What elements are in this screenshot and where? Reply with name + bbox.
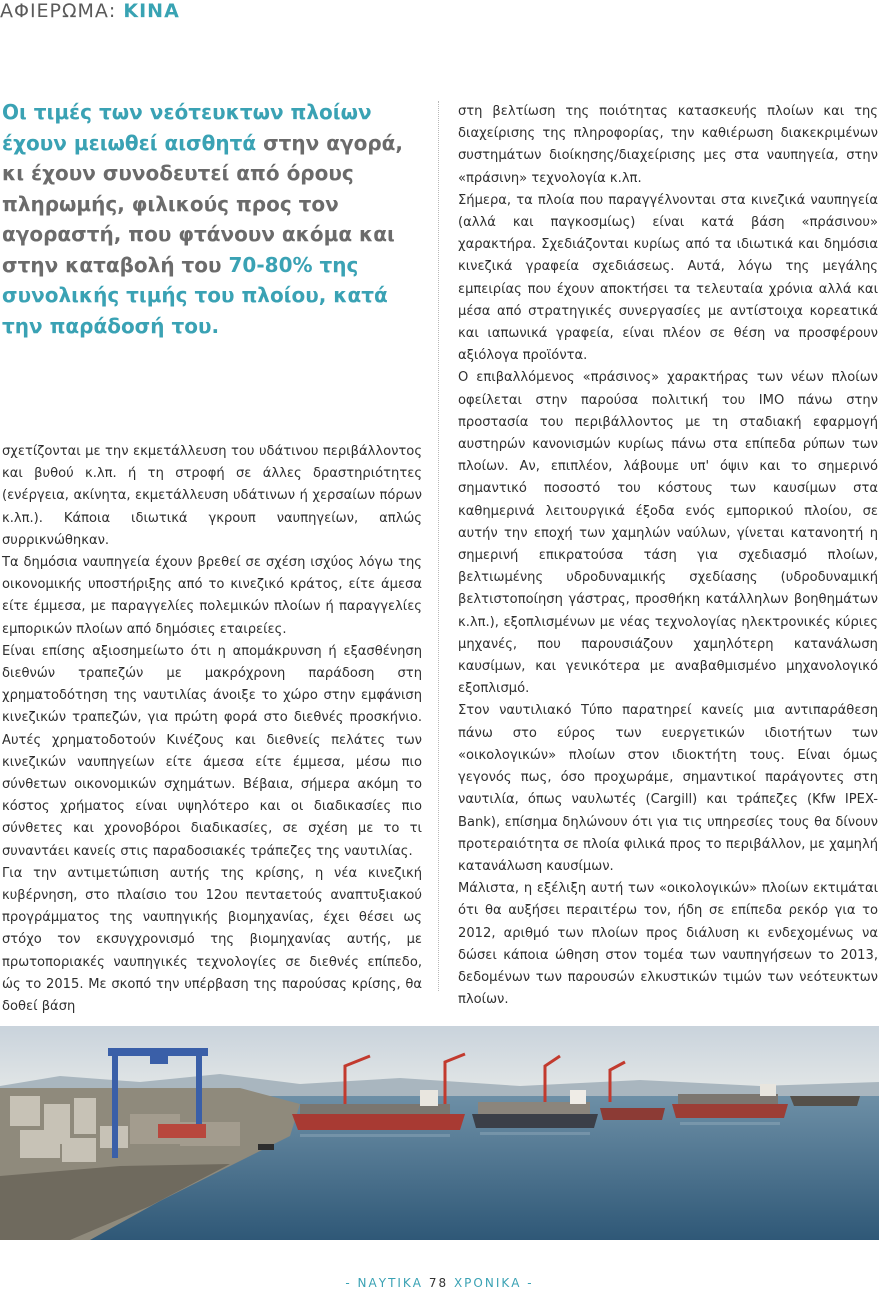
pull-quote-highlight-1: Οι τιμές των νεότευκτων πλοίων έχουν μειωθεί αισθητά bbox=[2, 100, 372, 155]
section-label: ΑΦΙΕΡΩΜΑ: bbox=[0, 0, 117, 22]
paragraph: στη βελτίωση της ποιότητας κατασκευής πλοίων και της διαχείρισης της πληροφορίας, την καθιέρωση διακεκριμένων συστημάτων διοίκησης/διαχείρισης μες στα ναυπηγεία, στην «πράσινη» τεχνολογία κ.λπ. bbox=[458, 104, 878, 186]
pull-quote-body: στην αγορά, κι έχουν συνοδευτεί από όρους πληρωμής, φιλικούς προς τον αγοραστή, που φτάνουν ακόμα και στην καταβολή του bbox=[2, 130, 404, 277]
shipyard-photo bbox=[0, 1026, 879, 1240]
footer-right: ΧΡΟΝΙΚΑ - bbox=[453, 1276, 534, 1290]
pull-quote-highlight-2: 70-80% της συνολικής τιμής του πλοίου, κατά την παράδοσή του. bbox=[2, 252, 388, 338]
right-column bbox=[458, 101, 878, 1011]
section-topic: ΚΙΝΑ bbox=[123, 0, 180, 22]
paragraph: Στον ναυτιλιακό Τύπο παρατηρεί κανείς μια αντιπαράθεση πάνω στο εύρος των ευεργετικών ιδιοτήτων των «οικολογικών» πλοίων στον ιδιοκτήτη τους. Είναι όμως γεγονός πως, όσο προχωράμε, σημαντικοί παράγοντες στη ναυτιλία, όπως ναυλωτές (Cargill) και τράπεζες (Kfw IPEX-Bank), επίσημα δηλώνουν ότι για τις υπηρεσίες τους θα δίνουν προτεραιότητα σε πλοία φιλικά προς το περιβάλλον, με χαμηλή κατανάλωση καυσίμων. bbox=[458, 703, 878, 874]
column-divider bbox=[438, 101, 439, 991]
paragraph: Ο επιβαλλόμενος «πράσινος» χαρακτήρας των νέων πλοίων οφείλεται στην παρούσα πολιτική του IMO πάνω στην προστασία του περιβάλλοντος με τη σταδιακή εφαρμογή αυστηρών κανονισμών κυρίως πάνω στα επίπεδα ρύπων των πλοίων. Αν, επιπλέον, λάβουμε υπ' όψιν και το σημερινό σημαντικό ποσοστό του κόστους των καυσίμων στα καθημερινά λειτουργικά έξοδα ενός εμπορικού πλοίου, σε αυτήν την εποχή των χαμηλών ναύλων, γίνεται κατανοητή η σημερινή επικρατούσα τάση για σχεδιασμό πλοίων, βελτιωμένης υδροδυναμικής σχεδίασης (υδροδυναμική βελτιστοποίηση γάστρας, προσθήκη κατάλληλων βοηθημάτων κ.λπ.), εξοπλισμένων με νέας τεχνολογίας ηλεκτρονικές κύριες μηχανές, που παρουσιάζουν χαμηλότερη κατανάλωση καυσίμων, και γενικότερα με αναβαθμισμένο μηχανολογικό εξοπλισμό. bbox=[458, 370, 878, 697]
page-footer bbox=[0, 1276, 879, 1290]
page-number: 78 bbox=[428, 1276, 449, 1290]
paragraph: Μάλιστα, η εξέλιξη αυτή των «οικολογικών» πλοίων εκτιμάται ότι θα αυξήσει περαιτέρω τον, ήδη σε επίπεδα ρεκόρ για το 2012, αριθμό των πλοίων προς διάλυση κι ενδεχομένως να δώσει κάποια ώθηση στον τομέα των ναυπηγήσεων το 2013, δεδομένων των παρουσών ελκυστικών τιμών των νεότευκτων πλοίων. bbox=[458, 881, 878, 1008]
section-header bbox=[0, 0, 180, 22]
left-column bbox=[2, 441, 422, 1018]
paragraph: σχετίζονται με την εκμετάλλευση του υδάτινου περιβάλλοντος και βυθού κ.λπ. ή τη στροφή σε άλλες δραστηριότητες (ενέργεια, ακίνητα, εκμετάλλευση υδάτινων ή χερσαίων πόρων κ.λπ.). Κάποια ιδιωτικά γκρουπ ναυπηγείων, απλώς συρρικνώθηκαν. bbox=[2, 444, 422, 548]
pull-quote bbox=[2, 97, 422, 341]
paragraph: Σήμερα, τα πλοία που παραγγέλνονται στα κινεζικά ναυπηγεία (αλλά και παγκοσμίως) είναι κατά βάση «πράσινου» χαρακτήρα. Σχεδιάζονται κυρίως από τα ιδιωτικά και δημόσια κινεζικά γραφεία σχεδιάσεως. Αυτά, λόγω της μεγάλης εμπειρίας που έχουν αποκτήσει τα τελευταία χρόνια αλλά και μέσα από στρατηγικές συνεργασίες με αντίστοιχα κορεατικά και ιαπωνικά γραφεία, είναι πλέον σε θέση να προσφέρουν αξιόλογα προϊόντα. bbox=[458, 192, 878, 364]
paragraph: Για την αντιμετώπιση αυτής της κρίσης, η νέα κινεζική κυβέρνηση, στο πλαίσιο του 12ου πενταετούς αναπτυξιακού προγράμματος της ναυπηγικής βιομηχανίας, έχει θέσει ως στόχο τον εκσυγχρονισμό της βιομηχανίας αυτής, με πρωτοποριακές ναυπηγικές τεχνολογίες σε διεθνές επίπεδο, ώς το 2015. Με σκοπό την υπέρβαση της παρούσας κρίσης, θα δοθεί βάση bbox=[2, 865, 422, 1015]
footer-left: - ΝΑΥΤΙΚΑ bbox=[345, 1276, 424, 1290]
paragraph: Είναι επίσης αξιοσημείωτο ότι η απομάκρυνση ή εξασθένηση διεθνών τραπεζών με μακρόχρονη παράδοση στη χρηματοδότηση της ναυτιλίας άνοιξε το χώρο στην εμφάνιση κινεζικών τραπεζών, για πρώτη φορά στο διεθνές προσκήνιο. Αυτές χρηματοδοτούν Κινέζους και διεθνείς πελάτες των κινεζικών ναυπηγείων είτε άμεσα είτε έμμεσα, μέσω πιο σύνθετων οικονομικών σχημάτων. Βέβαια, σήμερα ακόμη το κόστος χρήματος είναι υψηλότερο και οι διαδικασίες πιο σύνθετες και χρονοβόροι διαδικασίες, σε σχέση με το τι συναντάει κανείς στις παραδοσιακές τράπεζες της ναυτιλίας. bbox=[2, 643, 422, 859]
paragraph: Τα δημόσια ναυπηγεία έχουν βρεθεί σε σχέση ισχύος λόγω της οικονομικής υποστήριξης από το κινεζικό κράτος, είτε άμεσα είτε έμμεσα, με παραγγελίες πολεμικών πλοίων ή παραγγελίες εμπορικών πλοίων από δημόσιες εταιρείες. bbox=[2, 555, 422, 637]
